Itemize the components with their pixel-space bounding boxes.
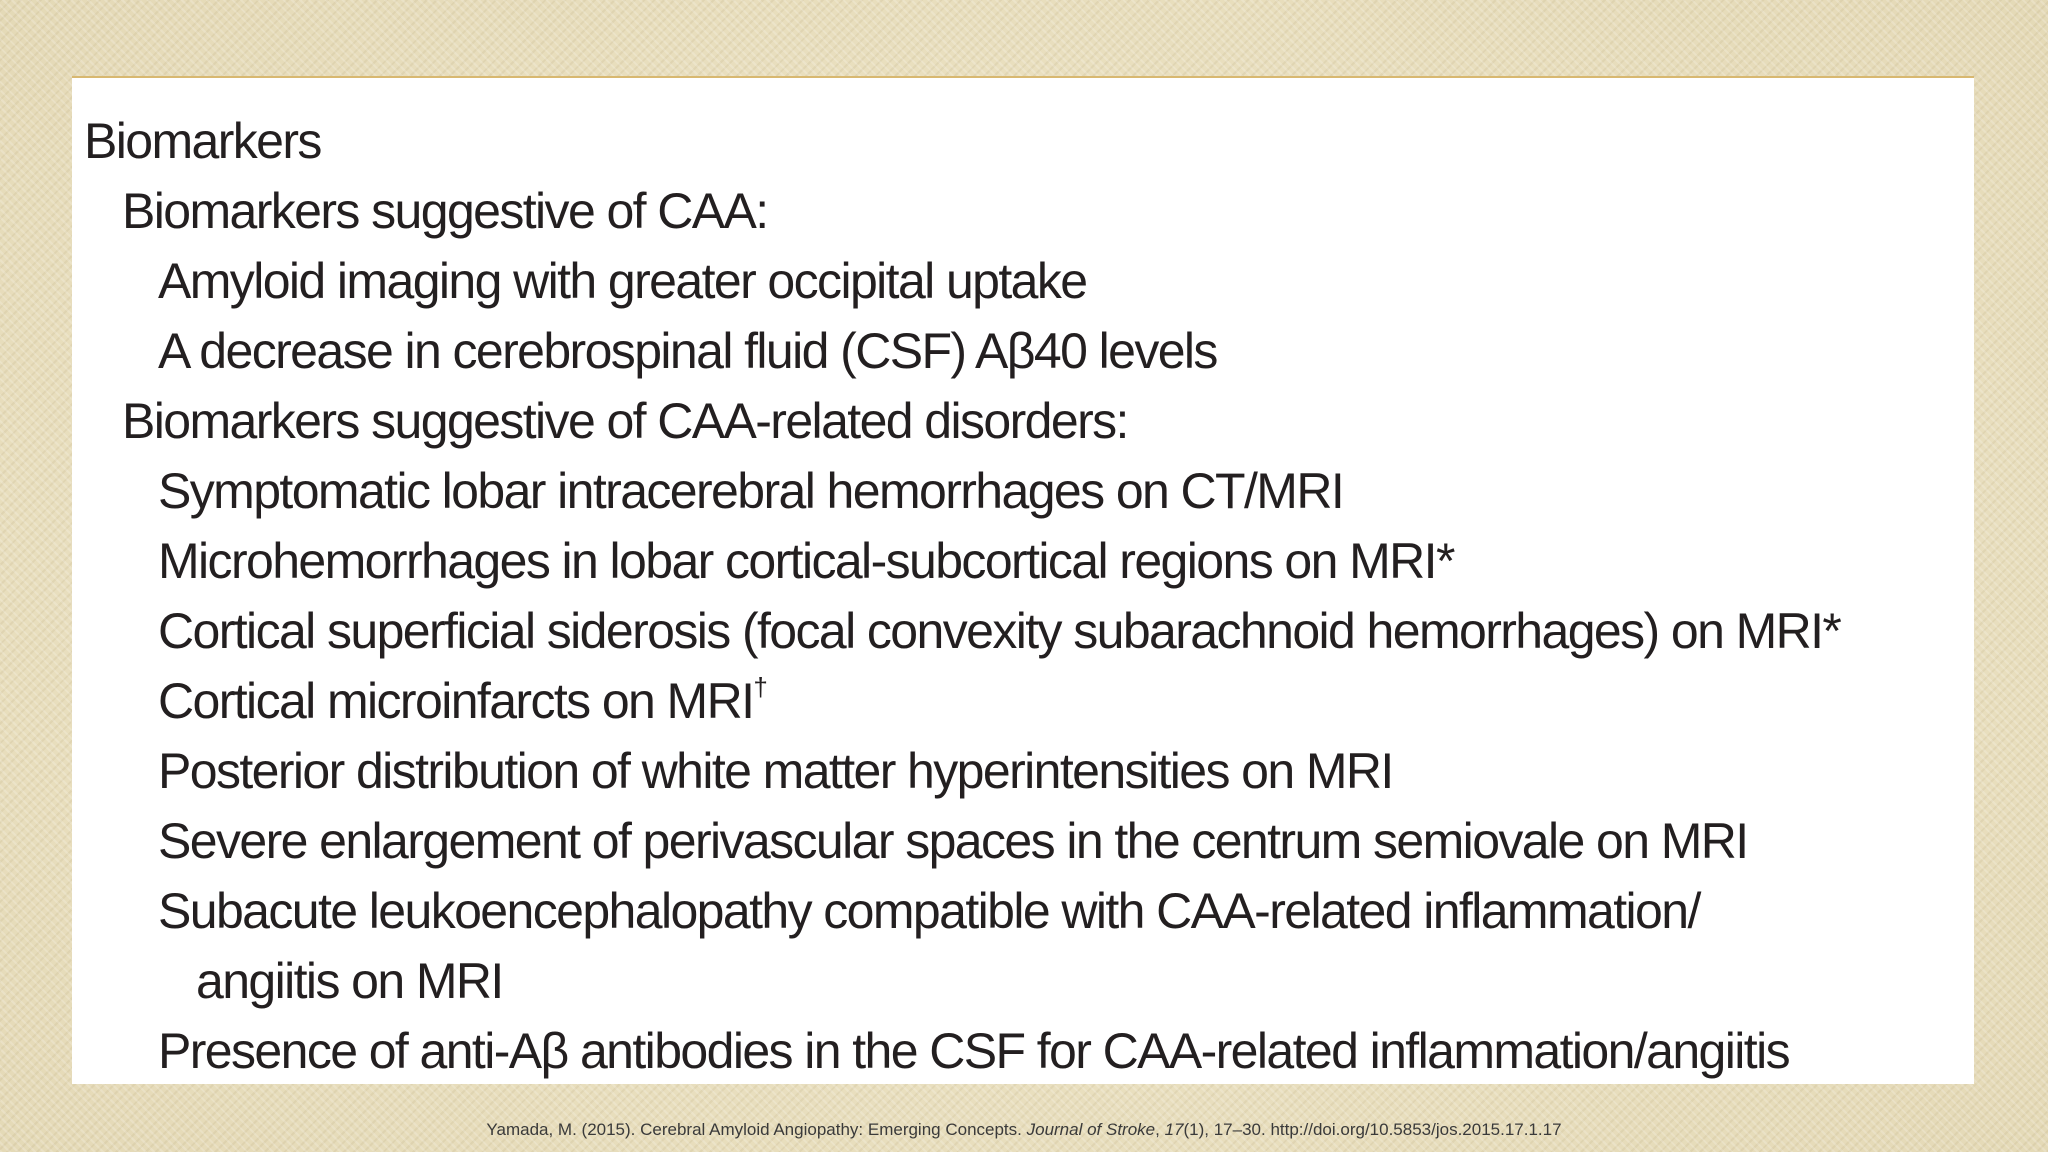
list-item: Cortical superficial siderosis (focal convexity subarachnoid hemorrhages) on MRI* xyxy=(158,603,1841,659)
list-item-text: Cortical microinfarcts on MRI xyxy=(158,673,754,729)
list-item-continuation: angiitis on MRI xyxy=(196,953,503,1009)
citation-issue-pages-doi: (1), 17–30. http://doi.org/10.5853/jos.2015.17.1.17 xyxy=(1183,1120,1562,1139)
section-caa-related-heading: Biomarkers suggestive of CAA-related disorders: xyxy=(122,393,1128,449)
list-item: Subacute leukoencephalopathy compatible with CAA-related inflammation/ xyxy=(158,883,1700,939)
list-item: Symptomatic lobar intracerebral hemorrhages on CT/MRI xyxy=(158,463,1344,519)
list-item: Severe enlargement of perivascular spaces in the centrum semiovale on MRI xyxy=(158,813,1748,869)
list-item: Presence of anti-Aβ antibodies in the CSF for CAA-related inflammation/angiitis xyxy=(158,1023,1789,1079)
heading-biomarkers: Biomarkers xyxy=(84,113,321,169)
citation xyxy=(0,1120,2048,1140)
section-caa-heading: Biomarkers suggestive of CAA: xyxy=(122,183,768,239)
list-item: Microhemorrhages in lobar cortical-subcortical regions on MRI* xyxy=(158,533,1454,589)
citation-separator: , xyxy=(1155,1120,1165,1139)
citation-authors-title: Yamada, M. (2015). Cerebral Amyloid Angiopathy: Emerging Concepts. xyxy=(486,1120,1027,1139)
footnote-dagger: † xyxy=(753,672,768,702)
citation-journal: Journal of Stroke xyxy=(1026,1120,1156,1139)
list-item-microinfarcts xyxy=(72,666,1974,736)
biomarker-list xyxy=(72,106,1974,1084)
list-item: Amyloid imaging with greater occipital uptake xyxy=(158,253,1087,309)
content-panel xyxy=(72,76,1974,1084)
citation-volume: 17 xyxy=(1164,1120,1184,1139)
list-item: A decrease in cerebrospinal fluid (CSF) Aβ40 levels xyxy=(158,323,1217,379)
list-item: Posterior distribution of white matter hyperintensities on MRI xyxy=(158,743,1393,799)
